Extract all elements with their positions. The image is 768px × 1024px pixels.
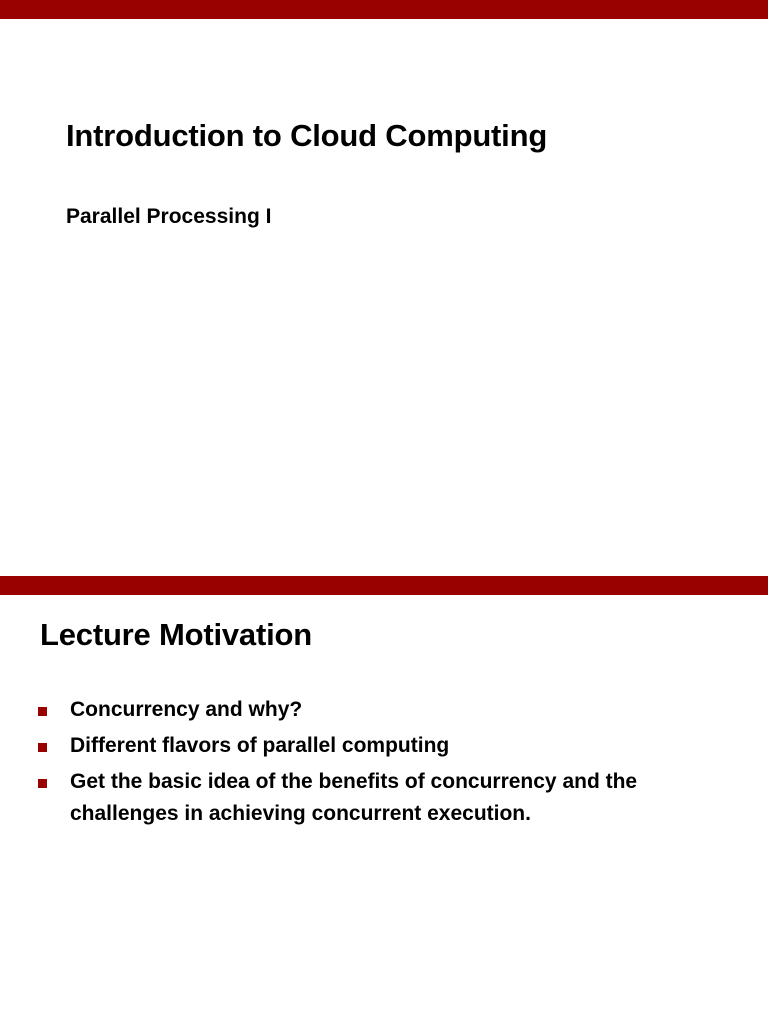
slide-title: Lecture Motivation [40, 617, 312, 652]
list-item [0, 730, 768, 762]
slide-subtitle: Parallel Processing I [66, 205, 272, 228]
square-bullet-icon [38, 743, 47, 752]
bullet-text: Concurrency and why? [70, 698, 303, 721]
list-item [0, 766, 768, 830]
list-item [0, 694, 768, 726]
slide-header-bar [0, 0, 768, 19]
slide-header-bar [0, 576, 768, 595]
bullet-list [0, 694, 768, 834]
content-slide [0, 576, 768, 1024]
slide-title: Introduction to Cloud Computing [66, 118, 548, 153]
square-bullet-icon [38, 779, 47, 788]
square-bullet-icon [38, 707, 47, 716]
bullet-text: Different flavors of parallel computing [70, 734, 450, 757]
bullet-text: Get the basic idea of the benefits of concurrency and the challenges in achieving concurrent execution. [70, 770, 638, 825]
